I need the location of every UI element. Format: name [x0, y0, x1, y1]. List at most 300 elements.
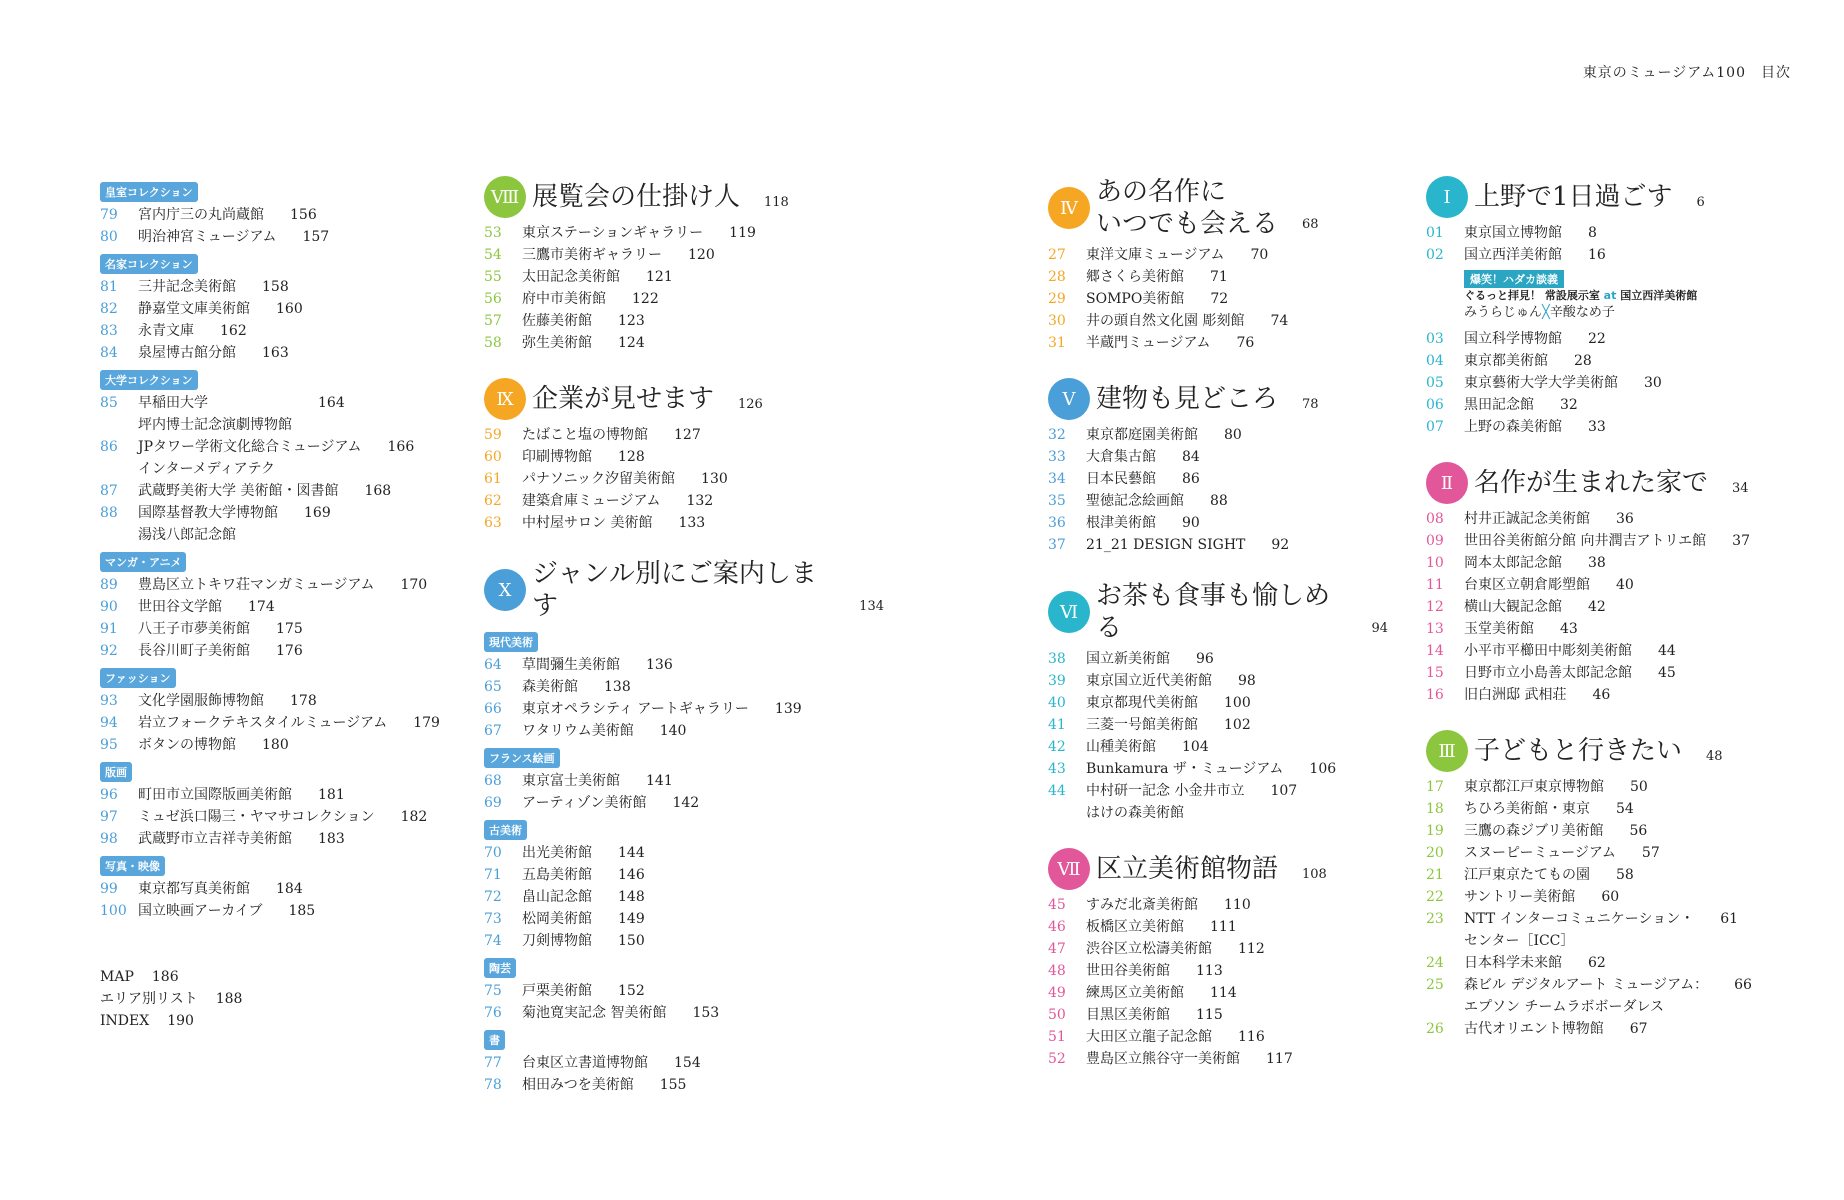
entry-number: 26 — [1426, 1021, 1444, 1037]
toc-entry[interactable] — [1048, 266, 1388, 288]
entry-name: ちひろ美術館・東京 — [1464, 801, 1590, 817]
entry-name: 五島美術館 — [522, 867, 592, 883]
chapter-number-icon: Ⅱ — [1426, 462, 1468, 504]
entry-name: 黒田記念館 — [1464, 397, 1534, 413]
toc-entry[interactable] — [1426, 640, 1806, 662]
entry-number: 94 — [100, 715, 118, 731]
toc-entry[interactable] — [1426, 820, 1806, 842]
toc-entry[interactable] — [100, 342, 440, 364]
toc-entry[interactable] — [1426, 952, 1806, 974]
entry-page: 141 — [646, 773, 673, 789]
entry-page: 180 — [262, 737, 289, 753]
entry-number: 69 — [484, 795, 502, 811]
toc-entry[interactable] — [1426, 552, 1806, 574]
entry-name: 太田記念美術館 — [522, 269, 620, 285]
category-label: 皇室コレクション — [100, 182, 198, 202]
entry-page: 148 — [618, 889, 645, 905]
entry-page: 112 — [1238, 941, 1265, 957]
toc-entry[interactable] — [100, 878, 440, 900]
toc-entry[interactable] — [100, 204, 440, 226]
entry-page: 90 — [1182, 515, 1200, 531]
category-label: 書 — [484, 1030, 505, 1050]
entry-name: 東京都現代美術館 — [1086, 695, 1198, 711]
entry-number: 11 — [1426, 577, 1444, 593]
chapter-number-icon: Ⅸ — [484, 378, 526, 420]
entry-number: 34 — [1048, 471, 1066, 487]
entry-number: 37 — [1048, 537, 1066, 553]
entry-name: 文化学園服飾博物館 — [138, 693, 264, 709]
entry-name: 佐藤美術館 — [522, 313, 592, 329]
toc-entry[interactable] — [1048, 916, 1388, 938]
appendix-name: MAP — [100, 969, 134, 985]
entry-page: 28 — [1574, 353, 1592, 369]
promo-line: ぐるっと拝見！ 常設展示室 at 国立西洋美術館 — [1464, 289, 1698, 302]
entry-page: 86 — [1182, 471, 1200, 487]
toc-entry[interactable] — [100, 712, 440, 734]
entry-number: 12 — [1426, 599, 1444, 615]
entry-number: 71 — [484, 867, 502, 883]
entry-page: 42 — [1588, 599, 1606, 615]
entry-number: 52 — [1048, 1051, 1066, 1067]
toc-entry[interactable] — [484, 512, 884, 534]
entry-number: 05 — [1426, 375, 1444, 391]
entry-page: 57 — [1641, 845, 1660, 861]
toc-entry[interactable] — [484, 886, 884, 908]
toc-entry[interactable] — [100, 298, 440, 320]
entry-number: 65 — [484, 679, 502, 695]
toc-entry[interactable] — [1426, 328, 1806, 350]
toc-entry[interactable] — [484, 222, 884, 244]
toc-entry[interactable] — [1048, 490, 1388, 512]
toc-entry[interactable] — [100, 320, 440, 342]
category-label: 現代美術 — [484, 632, 538, 652]
entry-page: 102 — [1224, 717, 1251, 733]
entry-number: 84 — [100, 345, 118, 361]
promo-authors: みうらじゅん╳辛酸なめ子 — [1464, 305, 1615, 320]
entry-page: 123 — [618, 313, 645, 329]
entry-page: 154 — [674, 1055, 701, 1071]
toc-entry[interactable] — [484, 244, 884, 266]
entry-page: 149 — [618, 911, 645, 927]
entry-name: 草間彌生美術館 — [522, 657, 620, 673]
toc-entry[interactable] — [1048, 1004, 1388, 1026]
entry-number: 93 — [100, 693, 118, 709]
toc-entry[interactable] — [484, 842, 884, 864]
toc-entry[interactable] — [1048, 332, 1388, 354]
entry-number: 31 — [1048, 335, 1066, 351]
toc-entry[interactable] — [1426, 372, 1806, 394]
entry-number: 91 — [100, 621, 118, 637]
chapter-number-icon: Ⅵ — [1048, 591, 1090, 633]
entry-page: 22 — [1588, 331, 1606, 347]
entry-name: 半蔵門ミュージアム — [1086, 335, 1211, 351]
toc-entry[interactable] — [484, 446, 884, 468]
toc-entry[interactable] — [484, 654, 884, 676]
entry-number: 24 — [1426, 955, 1444, 971]
toc-entry[interactable] — [1048, 1048, 1388, 1070]
toc-entry[interactable] — [100, 900, 440, 922]
entry-number: 64 — [484, 657, 502, 673]
toc-entry[interactable] — [1426, 662, 1806, 684]
toc-entry[interactable] — [1426, 864, 1806, 886]
entry-name: サントリー美術館 — [1464, 889, 1576, 905]
entry-name: 畠山記念館 — [522, 889, 592, 905]
entry-name: 東京国立博物館 — [1464, 225, 1562, 241]
entry-name: スヌーピーミュージアム — [1464, 845, 1616, 861]
entry-name: 東京国立近代美術館 — [1086, 673, 1212, 689]
entry-name: 国立科学博物館 — [1464, 331, 1562, 347]
entry-page: 56 — [1629, 823, 1648, 839]
entry-page: 163 — [262, 345, 289, 361]
toc-entry[interactable] — [1048, 960, 1388, 982]
appendix-page: 188 — [215, 991, 243, 1007]
toc-entry[interactable] — [100, 806, 440, 828]
toc-entry[interactable] — [100, 784, 440, 806]
entry-name: 森美術館 — [522, 679, 578, 695]
entry-name: パナソニック汐留美術館 — [522, 471, 676, 487]
chapter-section — [484, 176, 884, 354]
entry-number: 30 — [1048, 313, 1066, 329]
toc-entry[interactable] — [1426, 530, 1806, 552]
toc-entry[interactable] — [1048, 758, 1388, 780]
toc-entry[interactable] — [484, 980, 884, 1002]
entry-number: 87 — [100, 483, 118, 499]
entry-name: 岡本太郎記念館 — [1464, 555, 1562, 571]
category-label: ファッション — [100, 668, 176, 688]
chapter-heading[interactable] — [1426, 730, 1806, 772]
entry-number: 73 — [484, 911, 502, 927]
entry-page: 175 — [276, 621, 303, 637]
toc-entry[interactable] — [1048, 310, 1388, 332]
entry-page: 157 — [302, 229, 330, 245]
entry-page: 136 — [646, 657, 673, 673]
entry-name: 山種美術館 — [1086, 739, 1156, 755]
entry-name: 東京富士美術館 — [522, 773, 620, 789]
chapter-heading[interactable] — [1048, 176, 1388, 240]
toc-entry[interactable] — [484, 698, 884, 720]
toc-entry[interactable] — [1048, 670, 1388, 692]
toc-entry[interactable] — [484, 720, 884, 742]
toc-entry[interactable] — [1426, 350, 1806, 372]
entry-page: 60 — [1601, 889, 1620, 905]
toc-entry[interactable] — [100, 392, 440, 436]
entry-name: 板橋区立美術館 — [1086, 919, 1184, 935]
toc-entry[interactable] — [484, 490, 884, 512]
toc-entry[interactable] — [1426, 886, 1806, 908]
entry-page: 124 — [618, 335, 645, 351]
entry-number: 23 — [1426, 911, 1444, 927]
entry-page: 44 — [1658, 643, 1676, 659]
entry-name: 国立西洋美術館 — [1464, 247, 1562, 263]
toc-entry[interactable] — [1048, 512, 1388, 534]
entry-number: 97 — [100, 809, 118, 825]
toc-entry[interactable] — [100, 690, 440, 712]
toc-entry[interactable] — [1426, 508, 1806, 530]
chapter-title: 区立美術館物語 — [1096, 854, 1279, 884]
chapter-section — [1426, 730, 1806, 1040]
entry-page: 50 — [1630, 779, 1648, 795]
entry-name: 町田市立国際版画美術館 — [138, 787, 292, 803]
entry-number: 43 — [1048, 761, 1066, 777]
toc-entry[interactable] — [1426, 798, 1806, 820]
entry-page: 107 — [1270, 783, 1298, 799]
entry-page: 100 — [1224, 695, 1251, 711]
toc-entry[interactable] — [100, 502, 440, 546]
chapter-heading[interactable] — [484, 558, 884, 622]
entry-name: 井の頭自然文化園 彫刻館 — [1086, 313, 1245, 329]
toc-entry[interactable] — [1048, 468, 1388, 490]
appendix-page: 190 — [167, 1013, 194, 1029]
toc-entry[interactable] — [100, 480, 440, 502]
entry-number: 42 — [1048, 739, 1066, 755]
toc-entry[interactable] — [1048, 736, 1388, 758]
chapter-heading[interactable] — [1048, 580, 1388, 644]
entry-number: 57 — [484, 313, 502, 329]
entry-page: 98 — [1238, 673, 1256, 689]
toc-entry[interactable] — [1426, 908, 1806, 952]
entry-page: 139 — [774, 701, 802, 717]
entry-number: 21 — [1426, 867, 1444, 883]
toc-entry[interactable] — [1426, 244, 1806, 266]
toc-entry[interactable] — [484, 1052, 884, 1074]
toc-entry[interactable] — [100, 618, 440, 640]
chapter-number-icon: Ⅰ — [1426, 176, 1468, 218]
entry-number: 25 — [1426, 977, 1444, 993]
toc-entry[interactable] — [100, 574, 440, 596]
toc-entry[interactable] — [1048, 894, 1388, 916]
chapter-page: 6 — [1696, 195, 1705, 210]
entry-name: 東洋文庫ミュージアム — [1086, 247, 1225, 263]
toc-entry[interactable] — [1426, 684, 1806, 706]
entry-page: 62 — [1588, 955, 1606, 971]
chapter-title: 子どもと行きたい — [1474, 736, 1683, 766]
toc-entry[interactable] — [484, 424, 884, 446]
entry-name: 聖徳記念絵画館 — [1086, 493, 1184, 509]
entry-name: 玉堂美術館 — [1464, 621, 1534, 637]
toc-entry[interactable] — [1426, 1018, 1806, 1040]
entry-number: 56 — [484, 291, 502, 307]
entry-number: 38 — [1048, 651, 1066, 667]
entry-number: 99 — [100, 881, 118, 897]
chapter-heading[interactable] — [1426, 462, 1806, 504]
toc-entry[interactable] — [1048, 244, 1388, 266]
entry-number: 85 — [100, 395, 118, 411]
toc-entry[interactable] — [484, 908, 884, 930]
entry-page: 30 — [1644, 375, 1662, 391]
entry-number: 63 — [484, 515, 502, 531]
entry-number: 35 — [1048, 493, 1066, 509]
entry-number: 27 — [1048, 247, 1066, 263]
toc-entry[interactable] — [484, 310, 884, 332]
toc-entry[interactable] — [1426, 574, 1806, 596]
entry-name: 弥生美術館 — [522, 335, 592, 351]
toc-entry[interactable] — [484, 1002, 884, 1024]
chapter-heading[interactable] — [1048, 378, 1388, 420]
toc-entry[interactable] — [100, 640, 440, 662]
toc-entry[interactable] — [484, 332, 884, 354]
entry-number: 16 — [1426, 687, 1444, 703]
entry-number: 07 — [1426, 419, 1444, 435]
entry-page: 170 — [400, 577, 428, 593]
entry-page: 114 — [1210, 985, 1237, 1001]
entry-page: 117 — [1266, 1051, 1293, 1067]
entry-number: 22 — [1426, 889, 1444, 905]
column-3 — [1048, 176, 1388, 1094]
toc-entry[interactable] — [484, 930, 884, 952]
entry-name: アーティゾン美術館 — [522, 795, 647, 811]
toc-entry[interactable] — [100, 734, 440, 756]
entry-name: 静嘉堂文庫美術館 — [138, 301, 250, 317]
toc-entry[interactable] — [484, 288, 884, 310]
toc-entry[interactable] — [1048, 692, 1388, 714]
toc-entry[interactable] — [484, 770, 884, 792]
entry-page: 182 — [400, 809, 428, 825]
toc-entry[interactable] — [1048, 648, 1388, 670]
chapter-heading[interactable] — [484, 176, 884, 218]
chapter-heading[interactable] — [1048, 848, 1388, 890]
toc-entry[interactable] — [100, 226, 440, 248]
entry-name: 武蔵野美術大学 美術館・図書館 — [138, 483, 339, 499]
entry-name: 東京藝術大学大学美術館 — [1464, 375, 1618, 391]
toc-entry[interactable] — [1426, 618, 1806, 640]
entry-number: 80 — [100, 229, 118, 245]
entry-name: 渋谷区立松濤美術館 — [1086, 941, 1212, 957]
chapter-heading[interactable] — [1426, 176, 1806, 218]
chapter-heading[interactable] — [484, 378, 884, 420]
entry-name: たばこと塩の博物館 — [522, 427, 648, 443]
entry-page: 162 — [220, 323, 247, 339]
toc-entry[interactable] — [484, 676, 884, 698]
entry-page: 45 — [1658, 665, 1676, 681]
entry-page: 76 — [1236, 335, 1255, 351]
chapter-page: 78 — [1302, 397, 1319, 412]
category-label: 版画 — [100, 762, 132, 782]
entry-name: 明治神宮ミュージアム — [138, 229, 277, 245]
toc-entry[interactable] — [1426, 416, 1806, 438]
entry-name: 刀剣博物館 — [522, 933, 592, 949]
entry-number: 96 — [100, 787, 118, 803]
entry-number: 09 — [1426, 533, 1444, 549]
toc-entry[interactable] — [100, 276, 440, 298]
entry-page: 106 — [1309, 761, 1337, 777]
entry-name: 府中市美術館 — [522, 291, 606, 307]
entry-name: 三井記念美術館 — [138, 279, 236, 295]
entry-name: 根津美術館 — [1086, 515, 1156, 531]
entry-page: 181 — [318, 787, 345, 803]
toc-entry[interactable] — [1048, 982, 1388, 1004]
entry-page: 88 — [1210, 493, 1228, 509]
toc-entry[interactable] — [484, 1074, 884, 1096]
toc-entry[interactable] — [100, 828, 440, 850]
chapter-number-icon: Ⅳ — [1048, 187, 1090, 229]
toc-entry[interactable] — [484, 468, 884, 490]
entry-page: 33 — [1588, 419, 1606, 435]
appendix-entry[interactable] — [100, 1010, 440, 1032]
entry-name: 東京ステーションギャラリー — [522, 225, 704, 241]
entry-number: 04 — [1426, 353, 1444, 369]
toc-entry[interactable] — [484, 266, 884, 288]
entry-name: 中村屋サロン 美術館 — [522, 515, 653, 531]
entry-number: 46 — [1048, 919, 1066, 935]
entry-name: 戸栗美術館 — [522, 983, 592, 999]
toc-entry[interactable] — [1426, 776, 1806, 798]
entry-number: 28 — [1048, 269, 1066, 285]
chapter-number-icon: Ⅲ — [1426, 730, 1468, 772]
entry-number: 81 — [100, 279, 118, 295]
category-label: マンガ・アニメ — [100, 552, 186, 572]
toc-entry[interactable] — [1048, 1026, 1388, 1048]
entry-page: 67 — [1629, 1021, 1648, 1037]
entry-name: 上野の森美術館 — [1464, 419, 1562, 435]
entry-page: 179 — [413, 715, 440, 731]
toc-entry[interactable] — [1426, 974, 1806, 1018]
entry-name: 世田谷美術館分館 向井潤吉アトリエ館 — [1464, 533, 1707, 549]
entry-name: 古代オリエント博物館 — [1464, 1021, 1604, 1037]
category-label: フランス絵画 — [484, 748, 560, 768]
toc-entry[interactable] — [484, 864, 884, 886]
toc-entry[interactable] — [1426, 394, 1806, 416]
entry-page: 185 — [288, 903, 316, 919]
entry-name: 三鷹の森ジブリ美術館 — [1464, 823, 1604, 839]
entry-number: 76 — [484, 1005, 502, 1021]
toc-entry[interactable] — [1048, 534, 1388, 556]
toc-entry[interactable] — [1426, 842, 1806, 864]
toc-entry[interactable] — [1048, 938, 1388, 960]
toc-entry[interactable] — [100, 436, 440, 480]
toc-entry[interactable] — [1048, 424, 1388, 446]
entry-number: 60 — [484, 449, 502, 465]
chapter-title: あの名作に いつでも会える — [1096, 177, 1279, 239]
entry-page: 46 — [1592, 687, 1611, 703]
toc-entry[interactable] — [1048, 288, 1388, 310]
toc-entry[interactable] — [1426, 596, 1806, 618]
entry-name: すみだ北斎美術館 — [1086, 897, 1198, 913]
appendix-entry[interactable] — [100, 966, 440, 988]
chapter-number-icon: Ⅷ — [484, 176, 526, 218]
entry-number: 88 — [100, 505, 118, 521]
entry-name: 松岡美術館 — [522, 911, 592, 927]
entry-page: 164 — [318, 395, 345, 411]
toc-entry[interactable] — [1048, 714, 1388, 736]
entry-number: 59 — [484, 427, 502, 443]
entry-number: 36 — [1048, 515, 1066, 531]
toc-entry[interactable] — [1048, 780, 1388, 824]
toc-entry[interactable] — [100, 596, 440, 618]
entry-name: 岩立フォークテキスタイルミュージアム — [138, 715, 388, 731]
entry-number: 01 — [1426, 225, 1444, 241]
toc-entry[interactable] — [484, 792, 884, 814]
entry-number: 15 — [1426, 665, 1444, 681]
toc-entry[interactable] — [1048, 446, 1388, 468]
entry-name: ミュゼ浜口陽三・ヤマサコレクション — [138, 809, 375, 825]
toc-entry[interactable] — [1426, 222, 1806, 244]
entry-name: 東京都写真美術館 — [138, 881, 250, 897]
chapter-section — [1048, 580, 1388, 824]
entry-number: 77 — [484, 1055, 502, 1071]
entry-page: 115 — [1196, 1007, 1223, 1023]
entry-page: 128 — [618, 449, 645, 465]
feature-promo[interactable] — [1464, 268, 1806, 322]
appendix-entry[interactable] — [100, 988, 440, 1010]
category-label: 古美術 — [484, 820, 527, 840]
entry-name: SOMPO美術館 — [1086, 291, 1185, 307]
entry-number: 83 — [100, 323, 118, 339]
entry-page: 140 — [659, 723, 687, 739]
entry-number: 39 — [1048, 673, 1066, 689]
entry-page: 38 — [1588, 555, 1606, 571]
appendix-name: INDEX — [100, 1013, 150, 1029]
entry-name: 日本民藝館 — [1086, 471, 1156, 487]
